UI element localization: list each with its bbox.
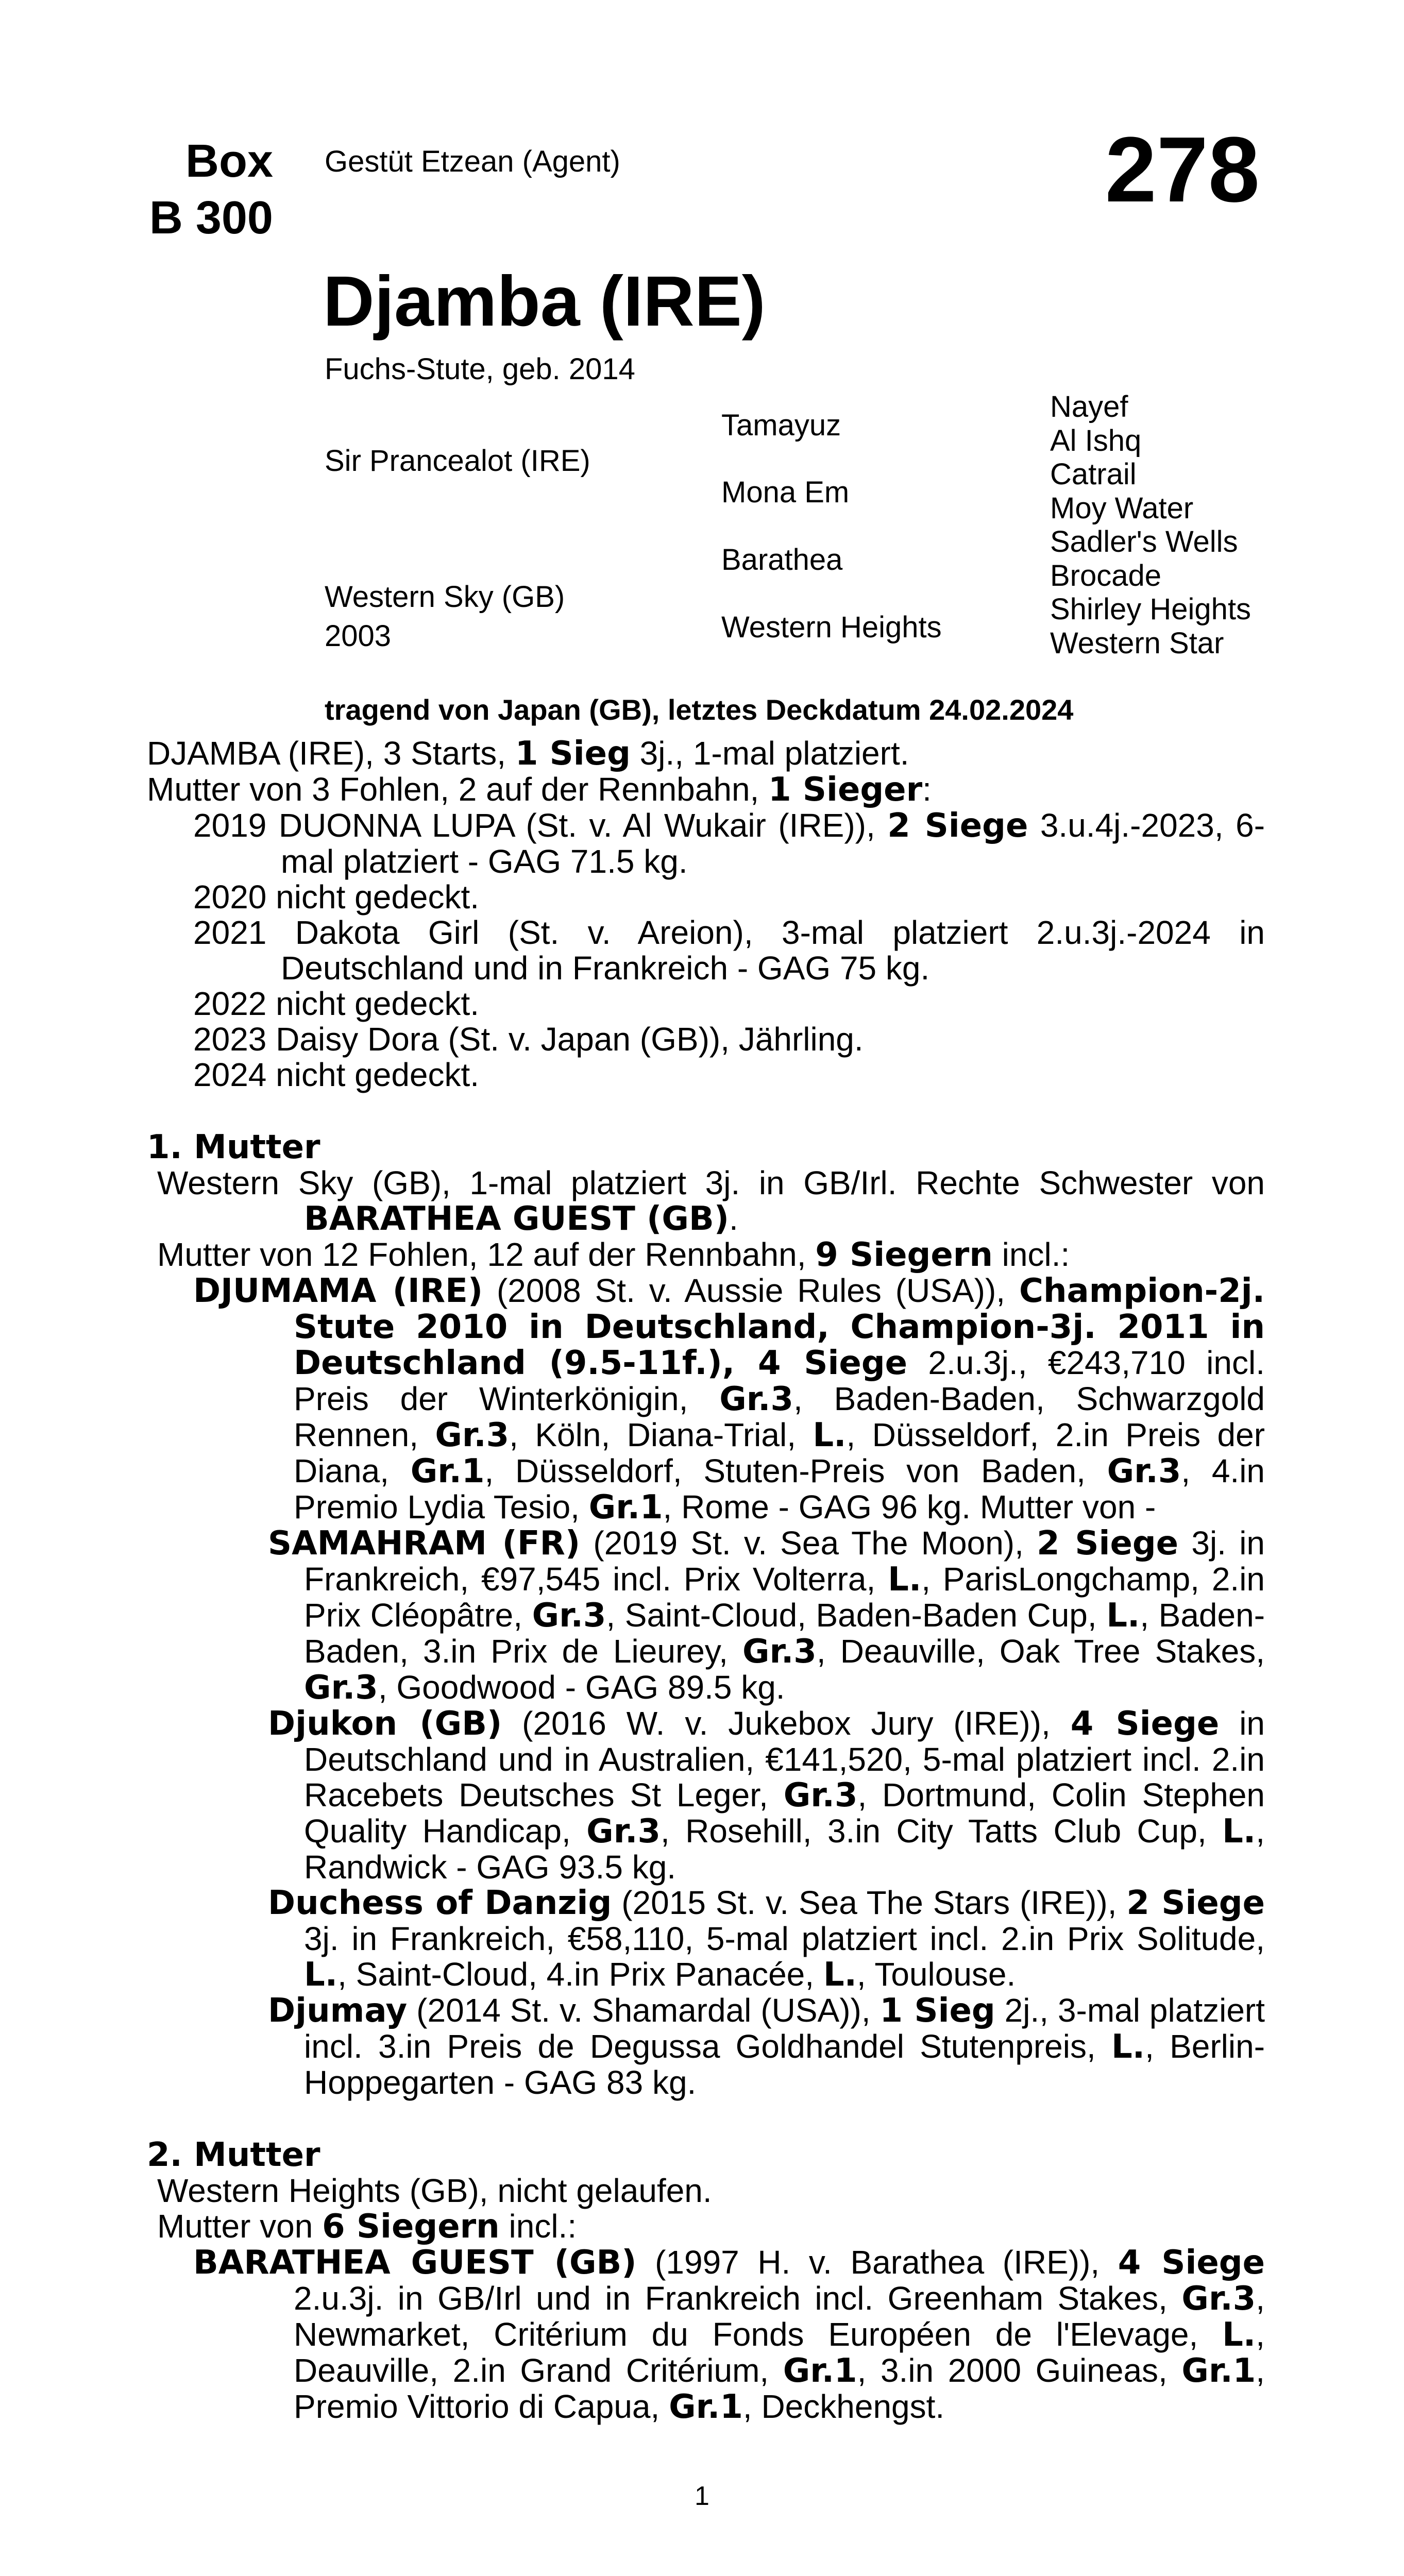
mutter2-line-2: Mutter von 6 Siegern incl.: [157,2208,577,2246]
foal-2023: 2023 Daisy Dora (St. v. Japan (GB)), Jährling. [193,1021,864,1058]
pedigree-g5: Sadler's Wells [1050,525,1238,558]
foal-2024: 2024 nicht gedeckt. [193,1056,480,1093]
foal-2019: 2019 DUONNA LUPA (St. v. Al Wukair (IRE)), 2 Siege 3.u.4j.-2023, 6-mal platziert - GAG 71.5 kg. [193,807,1265,880]
pedigree-sire: Sir Prancealot (IRE) [325,444,590,478]
mutter1-line-1: Western Sky (GB), 1-mal platziert 3j. in GB/Irl. Rechte Schwester von BARATHEA GUEST (GB). [157,1164,1265,1238]
mutter2-heading: 2. Mutter [147,2136,320,2174]
box-line-1: Box [185,135,273,187]
pedigree-dam: Western Sky (GB) [325,580,565,614]
pedigree-dam-sire: Barathea [721,543,843,577]
pedigree-g7: Shirley Heights [1050,592,1251,626]
pedigree-dam-dam: Western Heights [721,611,942,644]
pedigree-g4: Moy Water [1050,492,1194,525]
box-line-2: B 300 [149,192,273,244]
mutter1-heading: 1. Mutter [147,1128,320,1166]
pedigree-g2: Al Ishq [1050,424,1142,457]
pedigree-dam-year: 2003 [325,619,392,653]
foal-2022: 2022 nicht gedeckt. [193,985,480,1022]
foal-2021: 2021 Dakota Girl (St. v. Areion), 3-mal platziert 2.u.3j.-2024 in Deutschland und in Frankreich - GAG 75 kg. [193,914,1265,987]
grand-offspring-djukon: Djukon (GB) (2016 W. v. Jukebox Jury (IRE)), 4 Siege in Deutschland und in Australien, €141,520, 5-mal platziert incl. 2.in Racebets Deutsches St Leger, Gr.3, Dortmund, Colin Stephen Quality Handicap, Gr.3, Rosehill, 3.in City Tatts Club Cup, L., Randwick - GAG 93.5 kg. [268,1705,1265,1886]
pedigree-g8: Western Star [1050,626,1224,660]
race-record [147,736,1265,2425]
agent: Gestüt Etzean (Agent) [325,145,620,178]
mutter2-line-1: Western Heights (GB), nicht gelaufen. [157,2172,712,2209]
mutter1-line-2: Mutter von 12 Fohlen, 12 auf der Rennbahn, 9 Siegern incl.: [157,1236,1070,1274]
grand-offspring-samahram: SAMAHRAM (FR) (2019 St. v. Sea The Moon), 2 Siege 3j. in Frankreich, €97,545 incl. Prix Volterra, L., ParisLongchamp, 2.in Prix Cléopâtre, Gr.3, Saint-Cloud, Baden-Baden Cup, L., Baden-Baden, 3.in Prix de Lieurey, Gr.3, Deauville, Oak Tree Stakes, Gr.3, Goodwood - GAG 89.5 kg. [268,1524,1265,1707]
lot-number: 278 [1105,118,1260,222]
horse-description: Fuchs-Stute, geb. 2014 [325,352,635,386]
foal-2020: 2020 nicht gedeckt. [193,878,480,916]
pedigree-g1: Nayef [1050,390,1128,423]
record-line-1: DJAMBA (IRE), 3 Starts, 1 Sieg 3j., 1-mal platziert. [147,735,909,773]
offspring-djumama: DJUMAMA (IRE) (2008 St. v. Aussie Rules (USA)), Champion-2j. Stute 2010 in Deutschland, Champion-3j. 2011 in Deutschland (9.5-11f.), 4 Siege 2.u.3j., €243,710 incl. Preis der Winterkönigin, Gr.3, Baden-Baden, Schwarzgold Rennen, Gr.3, Köln, Diana-Trial, L., Düsseldorf, 2.in Preis der Diana, Gr.1, Düsseldorf, Stuten-Preis von Baden, Gr.3, 4.in Premio Lydia Tesio, Gr.1, Rome - GAG 96 kg. Mutter von - [193,1272,1265,1527]
pedigree-sire-dam: Mona Em [721,476,850,509]
covering-info: tragend von Japan (GB), letztes Deckdatum 24.02.2024 [325,693,1074,726]
page-number: 1 [695,2481,709,2511]
horse-name: Djamba (IRE) [323,262,766,341]
pedigree-g6: Brocade [1050,559,1162,592]
grand-offspring-djumay: Djumay (2014 St. v. Shamardal (USA)), 1 Sieg 2j., 3-mal platziert incl. 3.in Preis de Degussa Goldhandel Stutenpreis, L., Berlin-Hoppegarten - GAG 83 kg. [268,1992,1265,2101]
grand-offspring-duchess: Duchess of Danzig (2015 St. v. Sea The Stars (IRE)), 2 Siege 3j. in Frankreich, €58,110, 5-mal platziert incl. 2.in Prix Solitude, L., Saint-Cloud, 4.in Prix Panacée, L., Toulouse. [268,1884,1265,1994]
box-label [124,133,273,246]
pedigree-g3: Catrail [1050,457,1137,491]
offspring-barathea-guest: BARATHEA GUEST (GB) (1997 H. v. Barathea (IRE)), 4 Siege 2.u.3j. in GB/Irl und in Frankreich incl. Greenham Stakes, Gr.3, Newmarket, Critérium du Fonds Européen de l'Elevage, L., Deauville, 2.in Grand Critérium, Gr.1, 3.in 2000 Guineas, Gr.1, Premio Vittorio di Capua, Gr.1, Deckhengst. [193,2244,1265,2426]
pedigree-sire-sire: Tamayuz [721,409,841,442]
record-line-2: Mutter von 3 Fohlen, 2 auf der Rennbahn, 1 Sieger: [147,771,932,809]
